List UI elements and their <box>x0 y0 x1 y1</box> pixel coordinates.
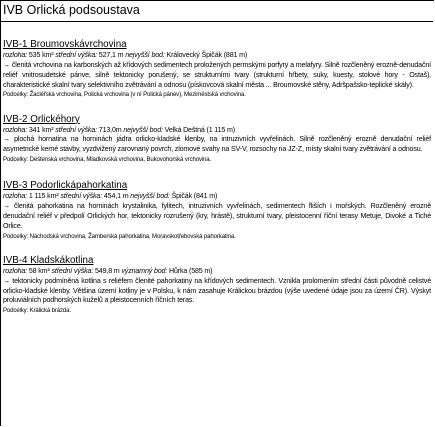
point-label: nejvyšší bod: <box>123 125 163 134</box>
unit-subunits: Podcelky: Deštenská vrchovina, Mladkovská vrchovina, Bukovohorská vrchovina. <box>3 156 212 164</box>
unit-title: IVB-2 Orlickéhory <box>3 113 80 125</box>
unit-title: IVB-3 Podorlickápahorkatina <box>3 180 128 192</box>
area-value: 341 km² <box>28 125 54 134</box>
area-label: rozloha: <box>3 192 28 201</box>
units-list <box>3 39 431 330</box>
unit-description: → členitá pahorkatina na horninách krystalinika, fylitech, intruzivních vyvřelinách, sedimentech fliších i mořských. Rozčleněný erozně denudační reliéf v předpolí Orlických hor, tektonicky rozrušený (kry, hrástě), strukturní tvary, pleistocenní říční terasy Metuje, Divoké a Tiché Orlice. <box>3 202 431 230</box>
unit-ivb-2 <box>3 114 431 165</box>
area-label: rozloha: <box>3 51 28 59</box>
unit-subunits: Podcelky: Žacléřská vrchovina, Polická vrchovina (v ní Polická pánev), Meziměstská vrchovina. <box>3 91 246 99</box>
height-value: 549,8 m <box>94 266 120 275</box>
unit-stats <box>3 267 431 277</box>
point-label: nejvyšší bod: <box>125 51 165 59</box>
unit-subunits: Podcelky: Náchodská vrchovina, Žamberská pahorkatina, Moravskotřebovská pahorkatina. <box>3 232 236 240</box>
unit-ivb-4 <box>3 255 431 316</box>
unit-description: → tektonicky podmíněná kotlina s reliéfem členité pahorkatiny na křídových sedimentech. Vznikla prolomením střední části původně celistvé orlicko-kladské klenby. Většina území kotliny je v Polsku, k nám zasahuje Králickou brázdou (výše uvedené údaje jsou za území ČR). Výskyt proluviálních podhorských kuželů a pleistocenních říčních teras. <box>3 276 431 305</box>
height-value: 454,1 m <box>103 192 129 201</box>
point-value: Hůrka (585 m) <box>169 266 213 275</box>
unit-title: IVB-1 Broumovskávrchovina <box>3 39 127 50</box>
unit-ivb-3 <box>3 180 431 241</box>
height-label: střední výška: <box>55 51 97 59</box>
unit-subunits: Podcelky: Králická brázda. <box>3 307 71 315</box>
unit-title: IVB-4 Kladskákotlina <box>3 254 94 266</box>
area-label: rozloha: <box>3 266 28 275</box>
area-value: 535 km² <box>28 51 54 59</box>
height-label: střední výška: <box>60 192 103 201</box>
unit-stats <box>3 126 431 136</box>
point-value: Špičák (841 m) <box>171 192 218 201</box>
height-value: 527,1 m <box>98 51 124 59</box>
page-title: IVB Orlická podsoustava <box>0 0 433 22</box>
unit-ivb-1 <box>3 39 431 100</box>
height-label: střední výška: <box>55 125 97 134</box>
unit-description: → plochá hornatina na horninách jádra orlicko-kladské klenby, na intruzivních vyvřelinách. Silně rozčleněný erozně denudační reliéf asymetrické kerné stavby, vyzdvižený zarovnaný povrch, zlomové svahy na SV-V, rozsochy na JZ-Z, místy skalní tvary zvětrávání a odnosu. <box>3 135 431 154</box>
point-label: nejvyšší bod: <box>130 192 170 201</box>
area-value: 1 115 km² <box>28 192 59 201</box>
unit-stats <box>3 51 431 61</box>
unit-stats <box>3 192 431 202</box>
point-value: Královecký Špičák (881 m) <box>166 51 248 59</box>
point-label: významný bod: <box>121 266 168 275</box>
unit-description: → členitá vrchovina na karbonských až křídových sedimentech proložených permskými porfyry a melafyry. Silně rozčleněný erozně-denudační reliéf vnitrosudetské pánve, silně tektonicky porušený, se strukturními tvary (strukturní hřbety, suky, kuesty, stolové hory - Ostaš), charakteristické skalní tvary selektivního zvětrávání a odnosu (pískovcová skalní města ... Broumovské stěny, Adršpašsko-teplické skály). <box>3 60 431 89</box>
area-label: rozloha: <box>3 125 28 134</box>
area-value: 58 km² <box>28 266 50 275</box>
height-label: střední výška: <box>51 266 94 275</box>
point-value: Velká Deštná (1 115 m) <box>164 125 235 134</box>
height-value: 713,0m <box>98 125 122 134</box>
